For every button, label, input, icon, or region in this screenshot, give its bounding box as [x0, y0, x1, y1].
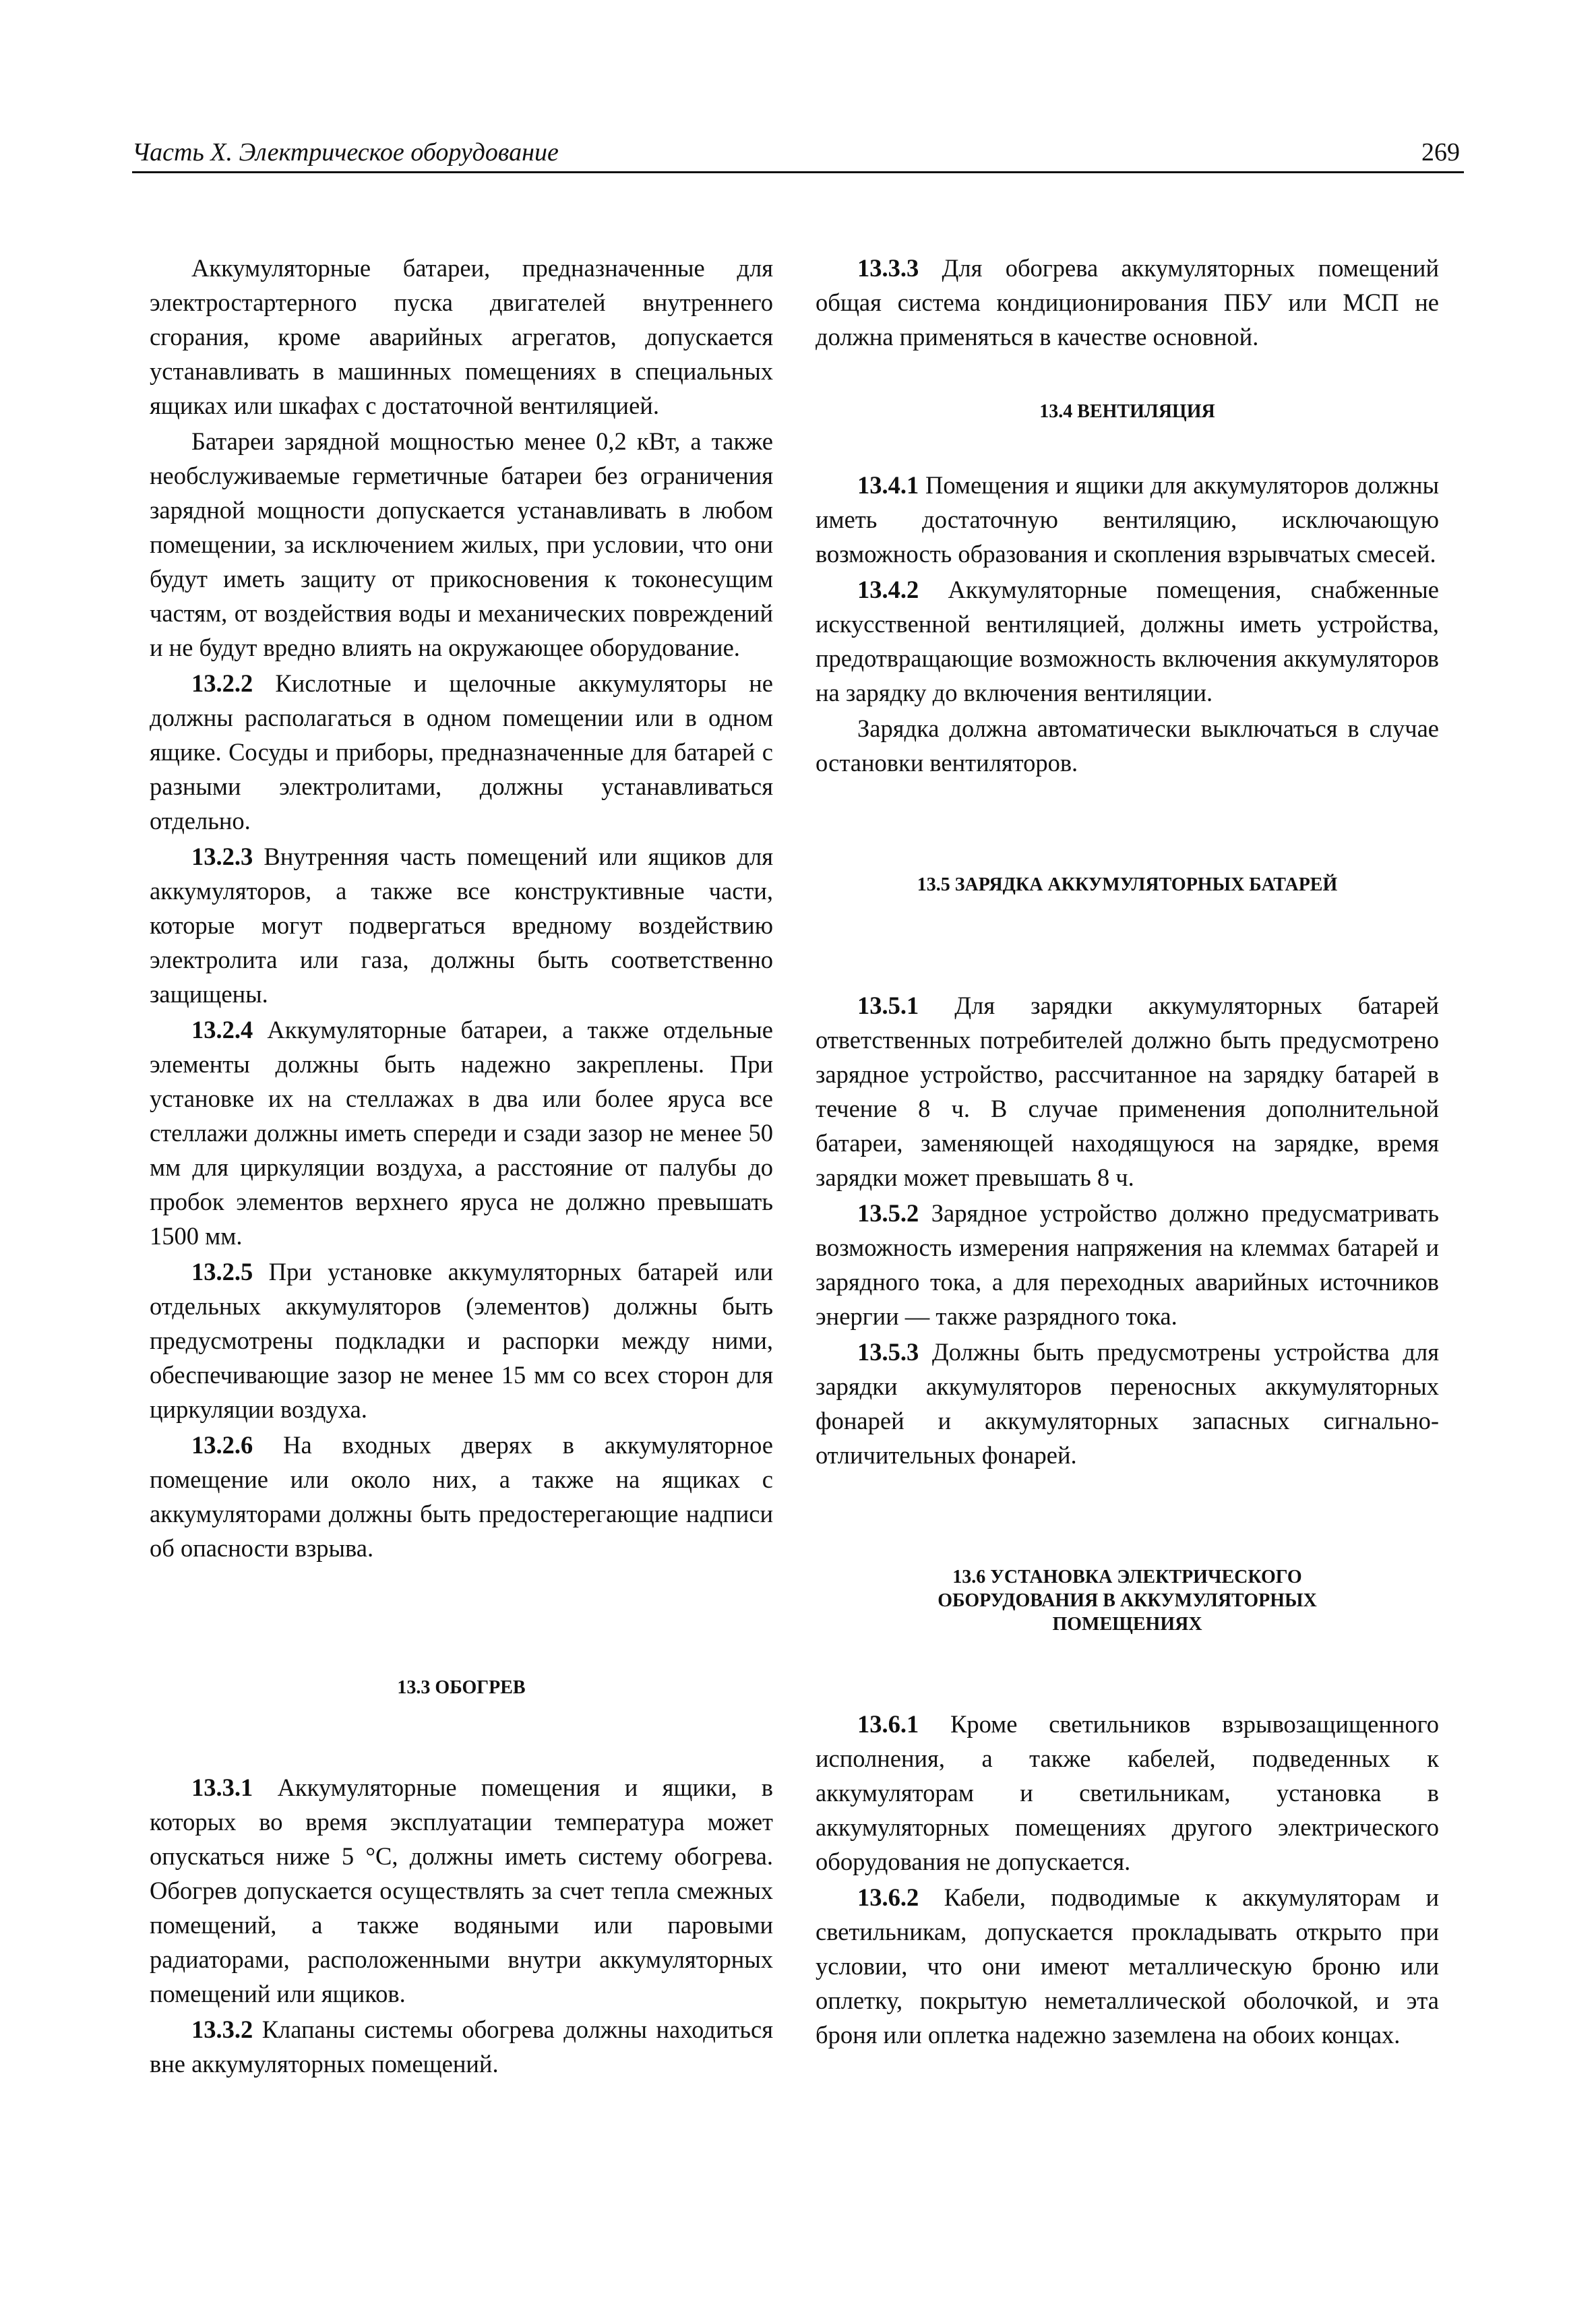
clause-number: 13.2.2	[191, 669, 253, 697]
section-heading-13-6	[816, 1565, 1439, 1636]
clause-text: Кроме светильников взрывозащищенного исполнения, а также кабелей, подведенных к аккумуляторам и светильникам, установка в аккумуляторных помещениях другого электрического оборудования не допускается.	[816, 1710, 1439, 1875]
clause-13-2-5	[150, 1254, 773, 1426]
clause-13-3-3	[816, 251, 1439, 354]
page-number: 269	[1421, 138, 1460, 167]
spacer	[816, 423, 1439, 468]
clause-number: 13.6.1	[857, 1710, 919, 1738]
heading-line: ПОМЕЩЕНИЯХ	[1052, 1614, 1202, 1635]
heading-line: ОБОРУДОВАНИЯ В АККУМУЛЯТОРНЫХ	[938, 1590, 1317, 1611]
clause-13-2-3	[150, 839, 773, 1011]
section-heading-13-4: 13.4 ВЕНТИЛЯЦИЯ	[1039, 401, 1215, 422]
clause-number: 13.2.6	[191, 1431, 253, 1459]
clause-number: 13.4.1	[857, 471, 919, 499]
clause-text: Аккумуляторные батареи, а также отдельные элементы должны быть надежно закреплены. При установке их на стеллажах в два или более яруса все стеллажи должны иметь спереди и сзади зазор не менее 50 мм для циркуляции воздуха, а расстояние от палубы до пробок элементов верхнего яруса не должно превышать 1500 мм.	[150, 1016, 773, 1250]
clause-number: 13.3.3	[857, 254, 919, 282]
clause-text: Внутренняя часть помещений или ящиков для аккумуляторов, а также все конструктивные части, которые могут подвергаться вредному воздействию электролита или газа, должны быть соответственно защищены.	[150, 843, 773, 1008]
clause-text: Кабели, подводимые к аккумуляторам и светильникам, допускается прокладывать открыто при условии, что они имеют металлическую броню или оплетку, покрытую неметаллической оболочкой, и эта броня или оплетка надежно заземлена на обоих концах.	[816, 1883, 1439, 2049]
clause-13-3-1	[150, 1770, 773, 2011]
clause-13-2-6	[150, 1428, 773, 1565]
clause-13-4-2	[816, 572, 1439, 710]
clause-text: Для зарядки аккумуляторных батарей ответственных потребителей должно быть предусмотрено зарядное устройство, рассчитанное на зарядку батарей в течение 8 ч. В случае применения дополнительной батареи, заменяющей находящуюся на зарядке, время зарядки может превышать 8 ч.	[816, 992, 1439, 1191]
spacer	[816, 1474, 1439, 1565]
clause-number: 13.5.3	[857, 1338, 919, 1366]
section-heading-13-3: 13.3 ОБОГРЕВ	[397, 1677, 526, 1698]
paragraph-starter-batteries: Аккумуляторные батареи, предназначенные для электростартерного пуска двигателей внутреннего сгорания, кроме аварийных агрегатов, допускается устанавливать в машинных помещениях в специальных ящиках или шкафах с достаточной вентиляцией.	[150, 254, 773, 419]
clause-13-5-3	[816, 1335, 1439, 1472]
page-header	[132, 132, 1464, 173]
clause-number: 13.6.2	[857, 1883, 919, 1911]
spacer	[150, 1699, 773, 1770]
clause-number: 13.3.2	[191, 2016, 253, 2043]
clause-text: При установке аккумуляторных батарей или отдельных аккумуляторов (элементов) должны быть предусмотрены подкладки и распорки между ними, обеспечивающие зазор не менее 15 мм со всех сторон для циркуляции воздуха.	[150, 1258, 773, 1423]
heading-line: 13.6 УСТАНОВКА ЭЛЕКТРИЧЕСКОГО	[952, 1567, 1302, 1587]
spacer	[816, 781, 1439, 873]
clause-13-5-1	[816, 988, 1439, 1194]
clause-13-6-2	[816, 1880, 1439, 2052]
left-column	[150, 251, 773, 2082]
clause-13-4-1	[816, 468, 1439, 571]
clause-text: Аккумуляторные помещения, снабженные искусственной вентиляцией, должны иметь устройства, предотвращающие возможность включения аккумуляторов на зарядку до включения вентиляции.	[816, 576, 1439, 706]
clause-text: Должны быть предусмотрены устройства для зарядки аккумуляторов переносных аккумуляторных фонарей и аккумуляторных запасных сигнально-отличительных фонарей.	[816, 1338, 1439, 1469]
clause-text: На входных дверях в аккумуляторное помещение или около них, а также на ящиках с аккумуляторами должны быть предостерегающие надписи об опасности взрыва.	[150, 1431, 773, 1562]
clause-13-5-2	[816, 1196, 1439, 1333]
clause-number: 13.5.2	[857, 1199, 919, 1227]
clause-text: Зарядное устройство должно предусматривать возможность измерения напряжения на клеммах батарей и зарядного тока, а для переходных аварийных источников энергии — также разрядного тока.	[816, 1199, 1439, 1330]
paragraph-low-power-batteries: Батареи зарядной мощностью менее 0,2 кВт, а также необслуживаемые герметичные батареи без ограничения зарядной мощности допускается устанавливать в любом помещении, за исключением жилых, при условии, что они будут иметь защиту от прикосновения к токонесущим частям, от воздействия воды и механических повреждений и не будут вредно влиять на окружающее оборудование.	[150, 427, 773, 661]
clause-number: 13.3.1	[191, 1774, 253, 1801]
clause-text: Помещения и ящики для аккумуляторов должны иметь достаточную вентиляцию, исключающую возможность образования и скопления взрывчатых смесей.	[816, 471, 1439, 568]
spacer	[150, 1567, 773, 1676]
running-title: Часть X. Электрическое оборудование	[132, 138, 559, 167]
clause-text: Для обогрева аккумуляторных помещений общая система кондиционирования ПБУ или МСП не должна применяться в качестве основной.	[816, 254, 1439, 351]
clause-number: 13.2.4	[191, 1016, 253, 1043]
paragraph-charge-cutoff: Зарядка должна автоматически выключаться в случае остановки вентиляторов.	[816, 715, 1439, 777]
spacer	[816, 1636, 1439, 1707]
clause-number: 13.5.1	[857, 992, 919, 1019]
clause-text: Кислотные и щелочные аккумуляторы не должны располагаться в одном помещении или в одном ящике. Сосуды и приборы, предназначенные для батарей с разными электролитами, должны устанавливаться отдельно.	[150, 669, 773, 835]
spacer	[816, 897, 1439, 988]
clause-text: Аккумуляторные помещения и ящики, в которых во время эксплуатации температура может опускаться ниже 5 °C, должны иметь систему обогрева. Обогрев допускается осуществлять за счет тепла смежных помещений, а также водяными или паровыми радиаторами, расположенными внутри аккумуляторных помещений или ящиков.	[150, 1774, 773, 2007]
clause-text: Клапаны системы обогрева должны находиться вне аккумуляторных помещений.	[150, 2016, 773, 2078]
right-column	[816, 251, 1439, 2053]
spacer	[816, 355, 1439, 400]
clause-13-2-2	[150, 666, 773, 838]
clause-number: 13.2.5	[191, 1258, 253, 1285]
clause-number: 13.4.2	[857, 576, 919, 603]
clause-13-6-1	[816, 1707, 1439, 1879]
clause-number: 13.2.3	[191, 843, 253, 870]
clause-13-3-2	[150, 2012, 773, 2081]
clause-13-2-4	[150, 1012, 773, 1253]
section-heading-13-5: 13.5 ЗАРЯДКА АККУМУЛЯТОРНЫХ БАТАРЕЙ	[917, 874, 1338, 895]
